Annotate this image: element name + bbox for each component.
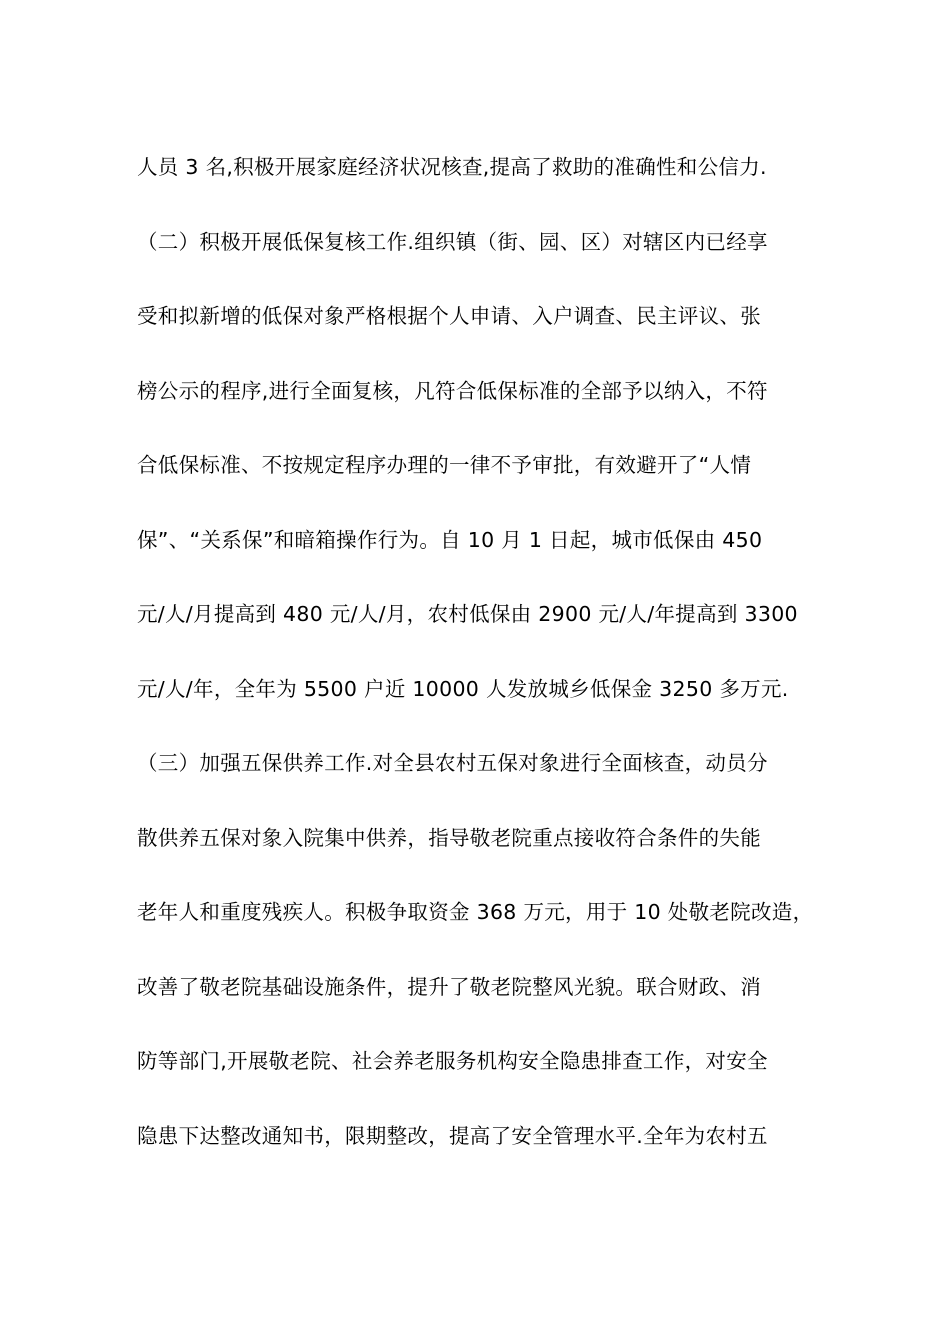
text-line: 人员 3 名,积极开展家庭经济状况核查,提高了救助的准确性和公信力. [137, 155, 767, 179]
text-line: 受和拟新增的低保对象严格根据个人申请、入户调查、民主评议、张 [137, 304, 761, 328]
text-line: 榜公示的程序,进行全面复核，凡符合低保标准的全部予以纳入，不符 [137, 379, 768, 403]
text-line: 保”、“关系保”和暗箱操作行为。自 10 月 1 日起，城市低保由 450 [137, 528, 763, 552]
text-line: 元/人/月提高到 480 元/人/月，农村低保由 2900 元/人/年提高到 3300 [137, 602, 798, 626]
text-line: 隐患下达整改通知书，限期整改，提高了安全管理水平.全年为农村五 [137, 1124, 768, 1148]
text-line: 元/人/年，全年为 5500 户近 10000 人发放城乡低保金 3250 多万元. [137, 677, 789, 701]
text-line: （二）积极开展低保复核工作.组织镇（街、园、区）对辖区内已经享 [137, 230, 768, 254]
text-line: 合低保标准、不按规定程序办理的一律不予审批，有效避开了“人情 [137, 453, 752, 477]
text-line: 散供养五保对象入院集中供养，指导敬老院重点接收符合条件的失能 [137, 826, 761, 850]
text-line: 防等部门,开展敬老院、社会养老服务机构安全隐患排查工作，对安全 [137, 1049, 768, 1073]
text-line: 改善了敬老院基础设施条件，提升了敬老院整风光貌。联合财政、消 [137, 975, 761, 999]
text-line: （三）加强五保供养工作.对全县农村五保对象进行全面核查，动员分 [137, 751, 768, 775]
text-line: 老年人和重度残疾人。积极争取资金 368 万元，用于 10 处敬老院改造， [137, 900, 814, 924]
